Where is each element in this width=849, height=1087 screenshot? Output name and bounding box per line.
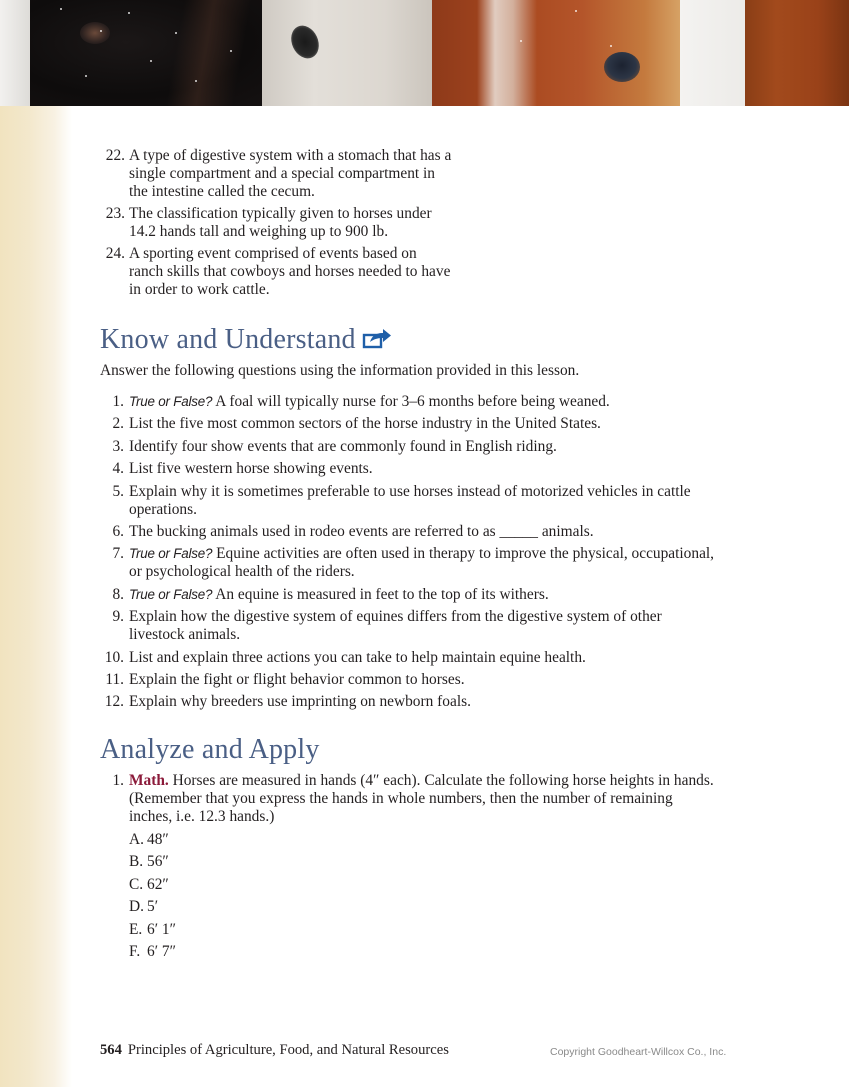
sub-item-value: 6′ 1″ [147,920,177,938]
vocabulary-item [0,147,470,201]
item-text: Horses are measured in hands (4″ each). Calculate the following horse heights in hands. (Remember that you express the hands in whole numbers, then the number of remaining inches, i.e. 12.3 hands.) [129,772,714,825]
know-and-understand-list [0,393,760,716]
item-number: 1. [112,393,124,410]
item-text: List five western horse showing events. [129,460,373,478]
sub-item [129,853,760,871]
item-number: 12. [104,693,124,711]
item-number: 23. [105,205,125,222]
photo-grey-horse [262,0,437,106]
question-item [0,586,760,604]
photo-chestnut-horse [432,0,682,106]
question-item [0,438,760,456]
item-text: List the five most common sectors of the horse industry in the United States. [129,415,601,433]
sub-item-letter: C. [129,875,144,893]
item-number: 8. [112,585,124,603]
sub-item-value: 5′ [147,898,159,916]
item-number: 7. [112,545,124,563]
item-text: A sporting event comprised of events based on ranch skills that cowboys and horses needed to have in order to work cattle. [129,245,451,298]
sub-item-letter: F. [129,942,141,960]
photo-sorrel-horse [745,0,849,106]
item-text: Explain why it is sometimes preferable to use horses instead of motorized vehicles in cattle operations. [129,482,691,518]
photo-blaze [477,0,537,106]
section-title-analyze-and-apply: Analyze and Apply [100,734,320,765]
height-sub-list [129,831,760,961]
question-item [0,608,760,644]
item-number: 1. [112,772,124,789]
item-text: List and explain three actions you can take to help maintain equine health. [129,648,586,666]
item-number: 6. [112,522,124,540]
item-number: 2. [112,415,124,433]
snowflake [230,50,232,52]
math-label: Math. [129,772,169,789]
share-arrow-icon[interactable] [362,327,392,351]
item-number: 22. [105,147,125,164]
sub-item [129,943,760,961]
item-number: 4. [112,460,124,478]
analyze-and-apply-list [0,772,760,965]
section-title-text: Know and Understand [100,324,356,355]
question-item [0,415,760,433]
question-item [0,671,760,689]
snowflake [575,10,577,12]
photo-horse-eye [80,22,110,44]
question-item [0,393,760,411]
sub-item-value: 62″ [147,875,169,893]
snowflake [195,80,197,82]
sub-item-value: 48″ [147,831,169,848]
question-item [0,483,760,519]
question-item [0,523,760,541]
header-photo-horses [0,0,849,106]
item-text: Equine activities are often used in therapy to improve the physical, occupational, or psychological health of the riders. [129,545,715,581]
snowflake [610,45,612,47]
question-item [0,772,760,961]
question-item [0,460,760,478]
section-title-know-and-understand [100,324,392,356]
sub-item-letter: A. [129,831,144,848]
question-item [0,693,760,711]
photo-snow-left [0,0,32,106]
snowflake [150,60,152,62]
item-text: The bucking animals used in rodeo events are referred to as _____ animals. [129,522,594,540]
vocabulary-list [0,147,470,303]
snowflake [520,40,522,42]
true-false-label: True or False? [129,394,213,409]
sub-item-letter: E. [129,920,143,938]
book-title: Principles of Agriculture, Food, and Natural Resources [127,1042,449,1058]
snowflake [85,75,87,77]
sub-item-value: 56″ [147,853,169,871]
question-item [0,545,760,581]
true-false-label: True or False? [129,586,213,602]
snowflake [60,8,62,10]
sub-item-letter: D. [129,898,144,916]
item-text: Explain why breeders use imprinting on newborn foals. [129,693,471,711]
vocabulary-item [0,205,470,241]
photo-horse-eye [604,52,640,82]
item-number: 11. [105,670,124,688]
sub-item [129,921,760,939]
question-item [0,649,760,667]
item-text: Identify four show events that are commonly found in English riding. [129,437,557,455]
sub-item-value: 6′ 7″ [147,942,177,960]
section-intro: Answer the following questions using the information provided in this lesson. [100,362,580,379]
true-false-label: True or False? [129,546,213,562]
item-number: 3. [112,437,124,455]
item-number: 5. [112,482,124,500]
item-text: Explain the fight or flight behavior common to horses. [129,670,465,688]
snowflake [175,32,177,34]
page-footer [100,1041,750,1059]
photo-horse-eye [286,21,324,63]
snowflake [100,30,102,32]
page-number: 564 [100,1042,122,1058]
sub-item [129,876,760,894]
item-text: An equine is measured in feet to the top of its withers. [212,585,549,603]
item-text: Explain how the digestive system of equines differs from the digestive system of other livestock animals. [129,608,662,644]
item-number: 9. [112,608,124,626]
item-text: The classification typically given to horses under 14.2 hands tall and weighing up to 900 lb. [129,205,432,240]
sub-item-letter: B. [129,853,144,871]
sub-item [129,831,760,849]
item-number: 10. [104,648,124,666]
item-text: A foal will typically nurse for 3–6 months before being weaned. [212,393,610,410]
item-number: 24. [105,245,125,262]
photo-mane [140,0,270,106]
copyright-notice: Copyright Goodheart-Willcox Co., Inc. [550,1046,727,1058]
snowflake [128,12,130,14]
sub-item [129,898,760,916]
vocabulary-item [0,245,470,299]
item-text: A type of digestive system with a stomach that has a single compartment and a special compartment in the intestine called the cecum. [129,147,452,200]
